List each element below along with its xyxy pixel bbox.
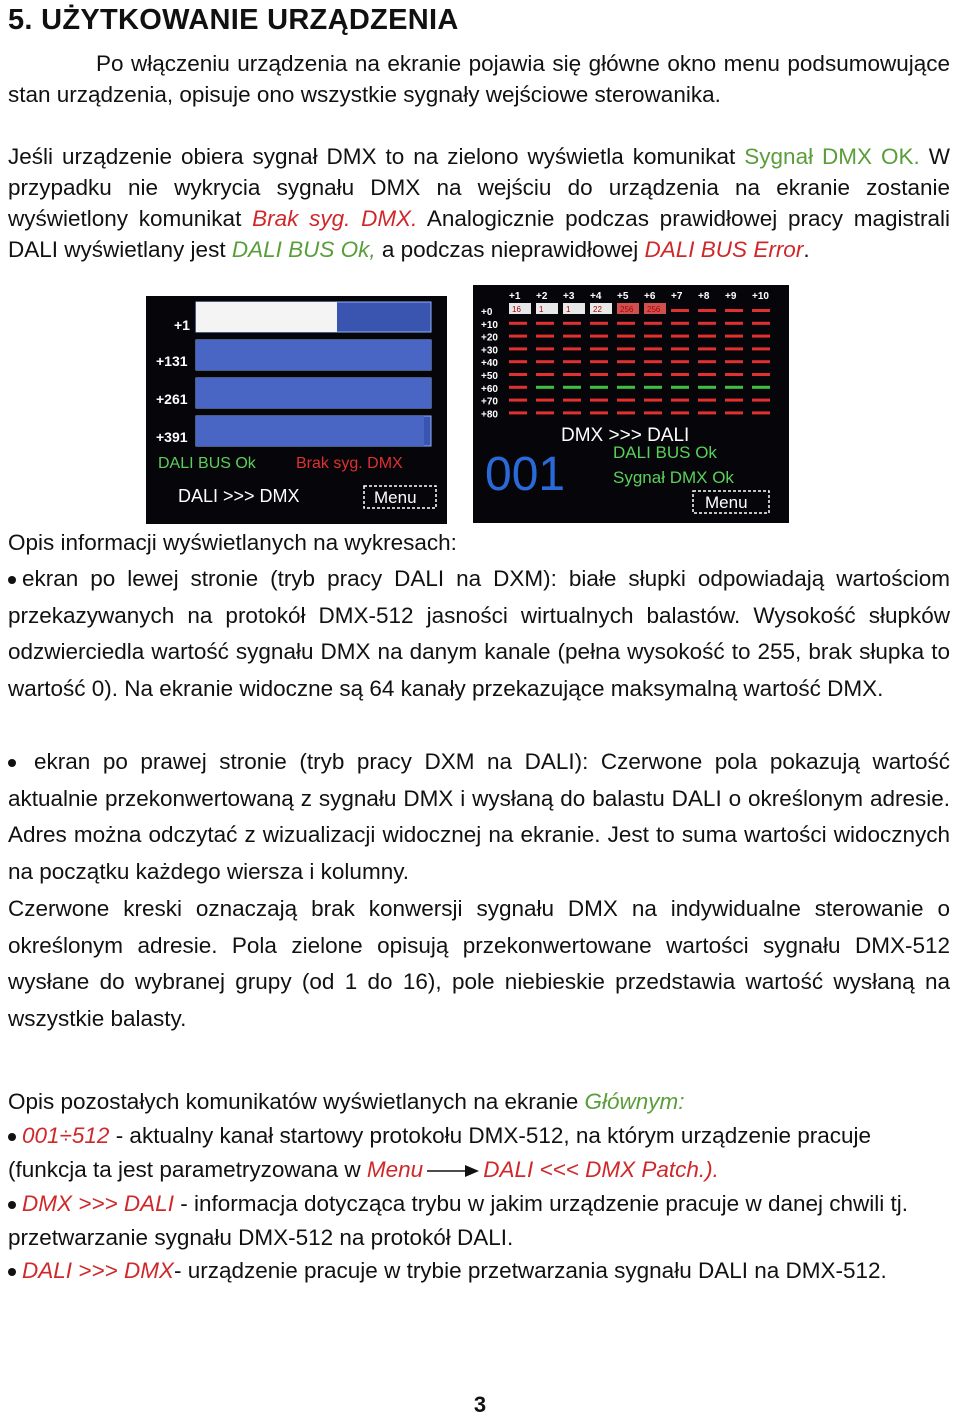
left-screen-photo [146, 296, 447, 524]
right-value-label: 256 [620, 305, 634, 314]
page-number: 3 [473, 1392, 487, 1417]
right-dash-cell [590, 335, 608, 338]
right-row-label: +30 [481, 345, 498, 357]
left-row-label: +131 [156, 353, 188, 369]
right-col-label: +1 [509, 291, 521, 302]
right-dash-cell [698, 373, 716, 376]
intro-text-a: Jeśli urządzenie obiera sygnał DMX to na zielono wyświetla komunikat [8, 144, 745, 169]
bullet-icon [8, 1133, 16, 1141]
bullet-icon [8, 1268, 16, 1276]
right-dash-cell [644, 399, 662, 402]
right-dash-cell [752, 347, 770, 350]
right-dash-cell [617, 373, 635, 376]
right-dash-cell [644, 347, 662, 350]
right-col-label: +5 [617, 291, 629, 302]
right-dash-cell [509, 411, 527, 414]
intro-text-e: . [803, 237, 810, 262]
right-dash-cell [509, 322, 527, 325]
intro-text-b: W przypadku nie wykrycia sygnału DMX na wejściu do urządzenia na ekranie zostanie wyświetlony komunikat [8, 144, 950, 231]
section-heading: 5. UŻYTKOWANIE URZĄDZENIA [8, 4, 459, 36]
right-dash-cell [752, 373, 770, 376]
right-dash-cell [671, 399, 689, 402]
right-col-label: +2 [536, 291, 548, 302]
right-dash-cell [644, 411, 662, 414]
right-dash-cell [698, 386, 716, 389]
right-dash-cell [698, 411, 716, 414]
right-row-label: +60 [481, 383, 498, 395]
right-dali-status: DALI BUS Ok [613, 443, 717, 462]
right-dash-cell [698, 347, 716, 350]
right-dash-cell [563, 386, 581, 389]
right-dash-cell [590, 399, 608, 402]
right-dash-cell [752, 360, 770, 363]
right-dash-cell [644, 335, 662, 338]
section2-bullet-1 [8, 1119, 950, 1187]
arrow-right-icon [425, 1164, 481, 1178]
section2-bullet-3 [8, 1254, 950, 1288]
right-col-label: +9 [725, 291, 737, 302]
right-dash-cell [590, 386, 608, 389]
right-dash-cell [752, 411, 770, 414]
right-dash-cell [590, 322, 608, 325]
right-dash-cell [536, 373, 554, 376]
bullet-b1-text: - aktualny kanał startowy protokołu DMX-512, na którym urządzenie pracuje (funkcja ta jest parametryzowana w [8, 1123, 872, 1182]
right-menu-label: Menu [705, 493, 748, 512]
right-dash-cell [752, 335, 770, 338]
menu-reference: Menu [366, 1157, 424, 1182]
intro-text-c: Analogicznie podczas prawidłowej pracy magistrali DALI wyświetlany jest [8, 206, 951, 262]
right-dash-cell [752, 386, 770, 389]
section2-bullet-2 [8, 1187, 950, 1255]
right-dash-cell [563, 347, 581, 350]
right-dash-cell [536, 386, 554, 389]
section1-title: Opis informacji wyświetlanych na wykresach: [8, 530, 457, 555]
bullet-b2-text: - informacja dotycząca trybu w jakim urządzenie pracuje w danej chwili tj. przetwarzanie sygnału DMX-512 na protokół DALI. [8, 1191, 909, 1250]
right-dash-cell [536, 411, 554, 414]
right-dash-cell [617, 322, 635, 325]
intro-paragraph-1: Po włączeniu urządzenia na ekranie pojawia się główne okno menu podsumowujące stan urządzenia, opisuje ono wszystkie sygnały wejściowe sterowanika. [8, 51, 950, 107]
patch-path: DALI <<< DMX Patch.). [483, 1157, 719, 1182]
right-row-label: +20 [481, 332, 498, 344]
right-dash-cell [698, 309, 716, 312]
right-dash-cell [671, 322, 689, 325]
no-dmx-message: Brak syg. DMX. [252, 206, 418, 231]
right-dash-cell [725, 335, 743, 338]
right-dash-cell [563, 373, 581, 376]
right-dash-cell [752, 322, 770, 325]
left-menu-label: Menu [374, 488, 417, 507]
right-dash-cell [590, 373, 608, 376]
right-dash-cell [563, 335, 581, 338]
right-row-label: +0 [481, 307, 493, 318]
right-dash-cell [509, 399, 527, 402]
left-row-label: +261 [156, 391, 188, 407]
channel-range-key: 001÷512 [22, 1123, 110, 1148]
right-dash-cell [752, 309, 770, 312]
bullet-icon [8, 576, 16, 584]
right-screen-display [473, 285, 789, 523]
right-row-label: +50 [481, 371, 498, 382]
right-dash-cell [590, 360, 608, 363]
right-row-label: +40 [481, 358, 498, 370]
right-dash-cell [671, 347, 689, 350]
bullet-b3-text: - urządzenie pracuje w trybie przetwarzania sygnału DALI na DMX-512. [173, 1258, 887, 1283]
right-row-label: +70 [481, 396, 498, 408]
bullet-2-text: ekran po prawej stronie (tryb pracy DXM na DALI): Czerwone pola pokazują wartość aktualnie przekonwertowaną z sygnału DMX i wysłaną do balastu DALI o określonym adresie. Adres można odczytać z wizualizacji widocznej na ekranie. Jest to suma wartości widocznych na początku każdego wiersza i kolumny. [8, 749, 950, 884]
right-mode-label: DMX >>> DALI [561, 425, 690, 446]
right-dash-cell [617, 411, 635, 414]
bullet-1-text: ekran po lewej stronie (tryb pracy DALI na DXM): białe słupki odpowiadają wartościom przekazywanych na protokół DMX-512 jasności wirtualnych balastów. Wysokość słupków odzwierciedla wartość sygnału DMX na danym kanale (pełna wysokość to 255, brak słupka to wartość 0). Na ekranie widoczne są 64 kanały przekazujące maksymalną wartość DMX. [8, 566, 950, 701]
right-dash-cell [590, 347, 608, 350]
left-screen-display [146, 296, 447, 524]
section1-paragraph: Czerwone kreski oznaczają brak konwersji sygnału DMX na indywidualne sterowanie o określonym adresie. Pola zielone opisują przekonwertowane wartości sygnału DMX-512 wysłane do wybranej grupy (od 1 do 16), pole niebieskie przedstawia wartość wysłaną na wszystkie balasty. [8, 896, 950, 1031]
right-dash-cell [563, 360, 581, 363]
right-dmx-status: Sygnał DMX Ok [613, 468, 734, 487]
right-dash-cell [509, 386, 527, 389]
right-dash-cell [644, 360, 662, 363]
right-dash-cell [671, 411, 689, 414]
left-dali-status: DALI BUS Ok [158, 455, 256, 472]
right-dash-cell [617, 347, 635, 350]
right-dash-cell [644, 373, 662, 376]
right-dash-cell [509, 347, 527, 350]
intro-text-d: a podczas nieprawidłowej [375, 237, 645, 262]
right-dash-cell [536, 335, 554, 338]
right-dash-cell [698, 360, 716, 363]
right-screen-photo [473, 285, 789, 523]
right-dash-cell [536, 399, 554, 402]
right-col-label: +3 [563, 291, 575, 302]
section2-title-text: Opis pozostałych komunikatów wyświetlanych na ekranie [8, 1089, 585, 1114]
right-value-label: 16 [512, 305, 521, 314]
right-dash-cell [671, 309, 689, 312]
right-dash-cell [725, 347, 743, 350]
right-value-label: 22 [593, 305, 602, 314]
right-dash-cell [671, 386, 689, 389]
section2-title [8, 1085, 950, 1119]
right-dash-cell [617, 360, 635, 363]
right-dash-cell [644, 386, 662, 389]
left-row-label: +1 [174, 317, 190, 333]
right-dash-cell [698, 322, 716, 325]
right-dash-cell [725, 411, 743, 414]
right-dash-cell [536, 360, 554, 363]
right-dash-cell [617, 399, 635, 402]
right-dash-cell [536, 322, 554, 325]
right-col-label: +10 [752, 291, 769, 302]
dali-to-dmx-key: DALI >>> DMX [22, 1258, 174, 1283]
right-dash-cell [563, 399, 581, 402]
right-dash-cell [671, 373, 689, 376]
right-dash-cell [698, 399, 716, 402]
right-dash-cell [725, 373, 743, 376]
right-row-label: +10 [481, 319, 498, 331]
right-dash-cell [725, 386, 743, 389]
section1-bullet-2 [8, 744, 950, 890]
bullet-icon [8, 759, 16, 767]
right-dash-cell [698, 335, 716, 338]
right-col-label: +4 [590, 291, 602, 302]
right-dash-cell [617, 386, 635, 389]
right-dash-cell [590, 411, 608, 414]
dali-bus-ok-message: DALI BUS Ok, [231, 237, 376, 262]
right-col-label: +8 [698, 291, 710, 302]
left-row-label: +391 [156, 429, 188, 445]
right-dash-cell [671, 360, 689, 363]
right-dash-cell [509, 360, 527, 363]
right-dash-cell [725, 360, 743, 363]
right-col-label: +6 [644, 291, 656, 302]
section1-bullet-1 [8, 561, 950, 707]
right-row-label: +80 [481, 409, 498, 421]
dmx-ok-message: Sygnał DMX OK. [744, 144, 920, 169]
right-dash-cell [725, 309, 743, 312]
right-dash-cell [536, 347, 554, 350]
bullet-icon [8, 1201, 16, 1209]
right-value-label: 1 [539, 305, 544, 314]
right-dash-cell [617, 335, 635, 338]
right-dash-cell [509, 373, 527, 376]
right-dash-cell [725, 399, 743, 402]
right-dash-cell [563, 322, 581, 325]
left-mode-label: DALI >>> DMX [178, 486, 300, 506]
section2-title-highlight: Głównym: [584, 1089, 685, 1114]
right-dash-cell [725, 322, 743, 325]
right-value-label: 256 [647, 305, 661, 314]
start-channel-display: 001 [485, 448, 566, 501]
dmx-to-dali-key: DMX >>> DALI [22, 1191, 174, 1216]
left-dmx-status: Brak syg. DMX [296, 455, 403, 472]
right-dash-cell [644, 322, 662, 325]
intro-paragraph-2 [8, 141, 950, 265]
right-dash-cell [752, 399, 770, 402]
dali-bus-error-message: DALI BUS Error [644, 237, 804, 262]
right-dash-cell [509, 335, 527, 338]
right-value-label: 1 [566, 305, 571, 314]
right-dash-cell [563, 411, 581, 414]
right-col-label: +7 [671, 291, 683, 302]
right-dash-cell [671, 335, 689, 338]
